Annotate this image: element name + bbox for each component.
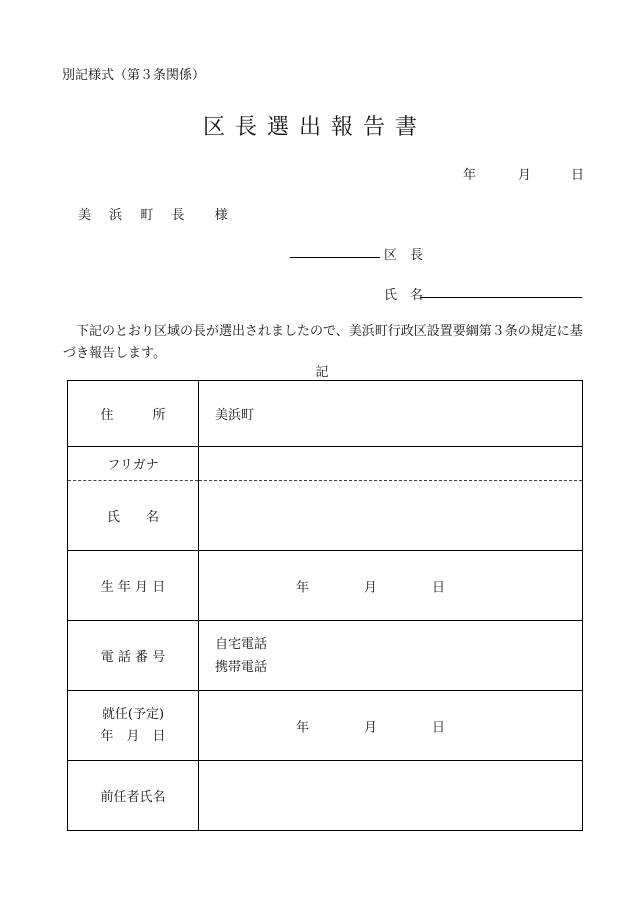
birth-month: 月	[364, 580, 378, 595]
district-blank-line[interactable]	[290, 257, 380, 258]
appointment-label	[68, 691, 199, 761]
addressee-char: 様	[214, 208, 228, 223]
ki-heading: 記	[315, 365, 329, 380]
name-label: 氏 名	[384, 288, 424, 303]
addressee-char: 長	[171, 208, 185, 223]
date-month: 月	[518, 168, 532, 183]
name-blank-line[interactable]	[420, 297, 582, 298]
addressee	[78, 204, 242, 223]
table-row	[68, 621, 583, 691]
predecessor-label: 前任者氏名	[68, 761, 199, 831]
date-year: 年	[463, 168, 477, 183]
name-row-label: 氏 名	[68, 481, 199, 551]
table-row	[68, 551, 583, 621]
table-row	[68, 447, 583, 481]
report-table	[67, 380, 583, 831]
district-head-label: 区 長	[384, 248, 424, 263]
name-value[interactable]	[199, 481, 583, 551]
table-row	[68, 691, 583, 761]
addressee-char: 美	[78, 208, 92, 223]
phone-label: 電 話 番 号	[68, 621, 199, 691]
address-value[interactable]: 美浜町	[199, 381, 583, 447]
form-label: 別記様式（第３条関係）	[62, 68, 206, 83]
appointment-label-line1: 就任(予定)	[101, 706, 165, 722]
furigana-value[interactable]	[199, 447, 583, 481]
phone-mobile-label: 携帯電話	[215, 659, 268, 675]
address-label: 住 所	[68, 381, 199, 447]
addressee-char: 浜	[109, 208, 123, 223]
table-row	[68, 481, 583, 551]
table-row	[68, 381, 583, 447]
furigana-label: フリガナ	[68, 447, 199, 481]
date-day: 日	[571, 168, 585, 183]
appointment-month: 月	[364, 720, 378, 735]
birth-label: 生 年 月 日	[68, 551, 199, 621]
appointment-label-line2: 年 月 日	[100, 728, 166, 744]
page-title: 区長選出報告書	[202, 115, 427, 140]
birth-day: 日	[432, 580, 446, 595]
predecessor-value[interactable]	[199, 761, 583, 831]
phone-value[interactable]	[199, 621, 583, 691]
body-text: 下記のとおり区域の長が選出されましたので、美浜町行政区設置要綱第３条の規定に基づき報告します。	[63, 324, 583, 361]
addressee-char: 町	[140, 208, 154, 223]
appointment-value[interactable]	[199, 691, 583, 761]
birth-value[interactable]	[199, 551, 583, 621]
table-row	[68, 761, 583, 831]
appointment-year: 年	[296, 720, 310, 735]
appointment-day: 日	[432, 720, 446, 735]
phone-home-label: 自宅電話	[215, 636, 268, 652]
birth-year: 年	[296, 580, 310, 595]
